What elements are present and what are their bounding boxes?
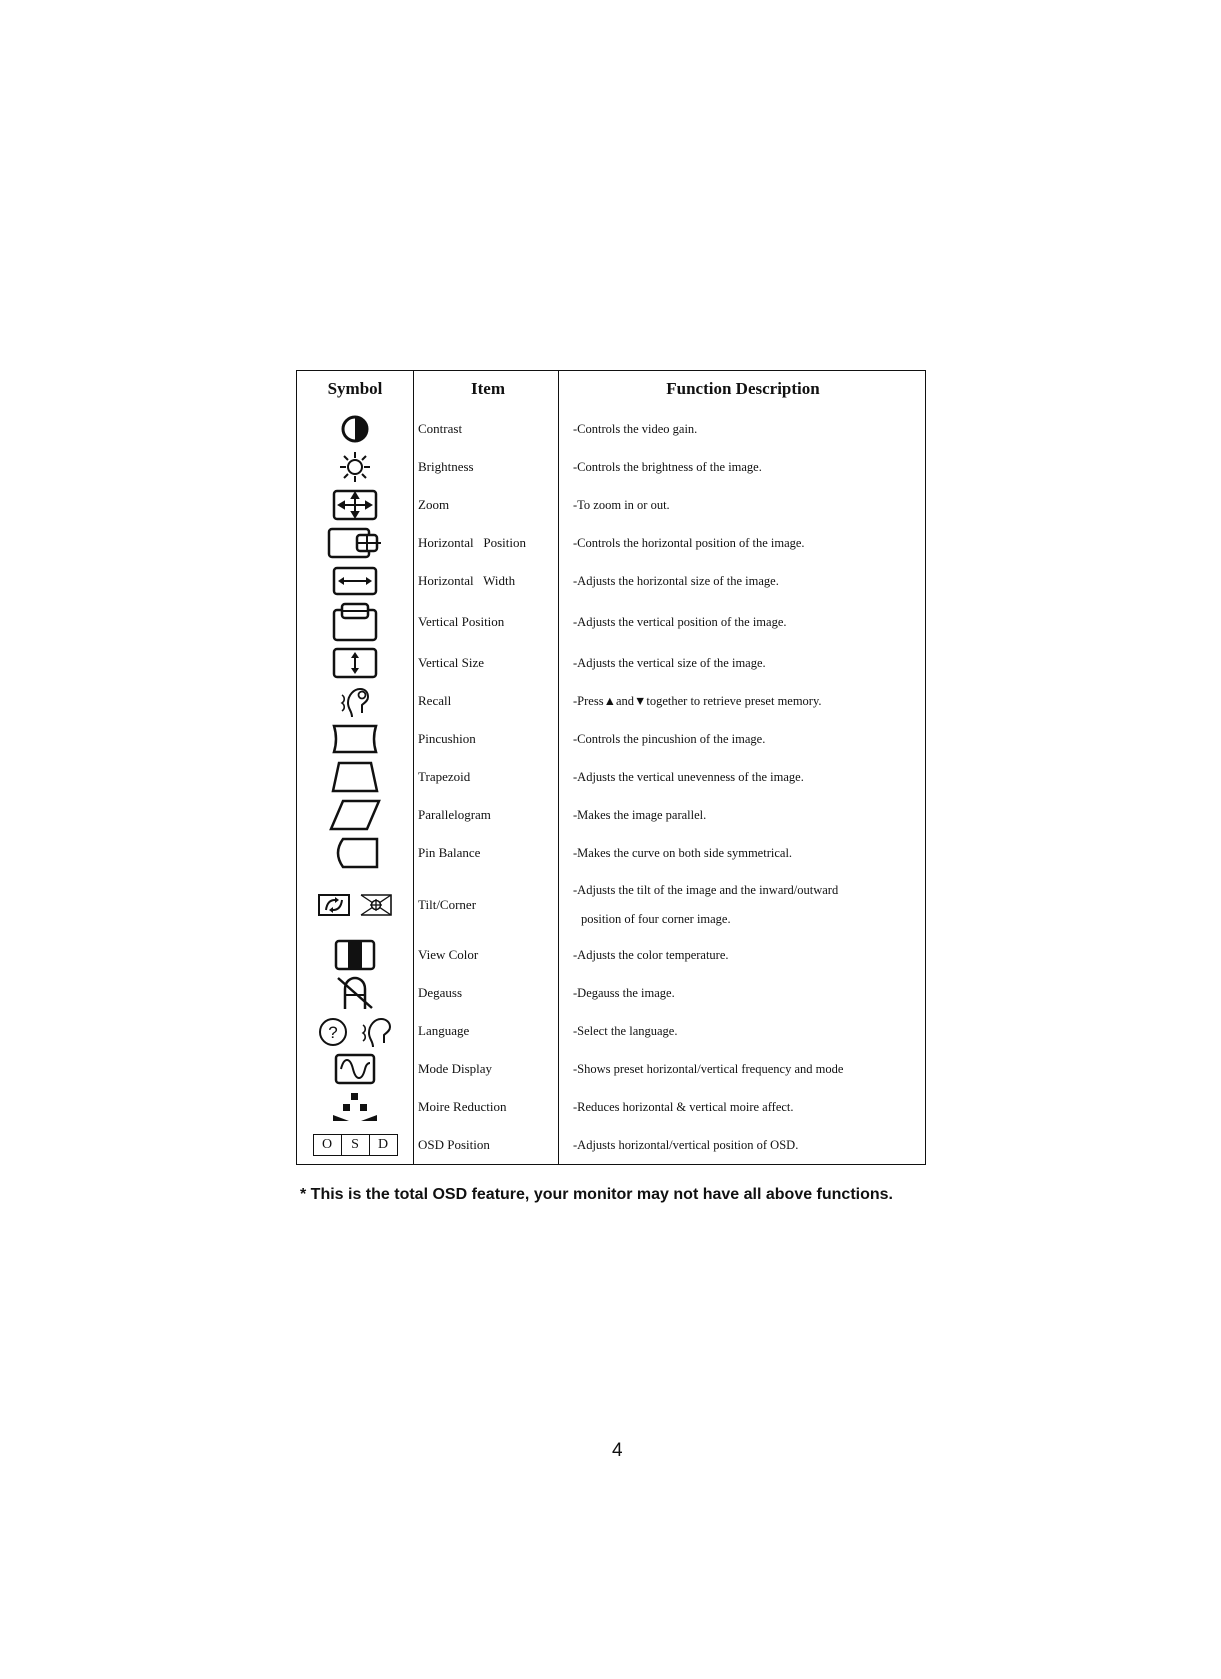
function-description: -Adjusts the vertical position of the image. (573, 614, 787, 629)
item-label: Brightness (418, 459, 474, 474)
down-arrow-icon: ▼ (634, 693, 647, 708)
zoom-icon (297, 486, 413, 524)
pincushion-icon (297, 720, 413, 758)
degauss-icon (297, 974, 413, 1012)
desc-text: -Press (573, 693, 604, 708)
brightness-icon (297, 448, 413, 486)
item-label: Recall (418, 693, 452, 708)
table-row (297, 834, 925, 872)
trapezoid-icon (297, 758, 413, 796)
function-description: -Adjusts the horizontal size of the image. (573, 573, 779, 588)
language-icon (297, 1012, 413, 1050)
function-description: -Adjusts the vertical unevenness of the image. (573, 769, 804, 784)
function-description: -Controls the brightness of the image. (573, 459, 762, 474)
page-number: 4 (612, 1440, 623, 1461)
header-symbol: Symbol (327, 379, 383, 398)
function-description: -Controls the pincushion of the image. (573, 731, 766, 746)
table-row (297, 720, 925, 758)
parallelogram-icon (297, 796, 413, 834)
item-label: OSD Position (418, 1137, 490, 1152)
item-label: Vertical Size (418, 655, 485, 670)
function-description: -Controls the video gain. (573, 421, 698, 436)
function-description: -Adjusts horizontal/vertical position of OSD. (573, 1137, 799, 1152)
table-row (297, 1126, 925, 1164)
up-arrow-icon: ▲ (603, 693, 616, 708)
pin-balance-icon (297, 834, 413, 872)
table-row (297, 600, 925, 644)
table-row (297, 1088, 925, 1126)
function-description: -Shows preset horizontal/vertical frequency and mode (573, 1061, 844, 1076)
moire-reduction-icon (297, 1088, 413, 1126)
item-label: Vertical Position (418, 614, 505, 629)
osd-position-icon (297, 1126, 413, 1164)
item-label: Moire Reduction (418, 1099, 507, 1114)
osd-letter: D (377, 1137, 389, 1152)
table-row (297, 524, 925, 562)
table-row (297, 758, 925, 796)
osd-letters-box (313, 1134, 398, 1156)
item-label: Mode Display (418, 1061, 493, 1076)
item-label: Pin Balance (418, 845, 481, 860)
table-row (297, 974, 925, 1012)
table-row (297, 562, 925, 600)
function-description: -Makes the image parallel. (573, 807, 707, 822)
view-color-icon (297, 936, 413, 974)
horizontal-width-icon (297, 562, 413, 600)
table-row (297, 448, 925, 486)
desc-text: and (615, 693, 634, 708)
desc-line: -Adjusts the tilt of the image and the inward/outward (573, 883, 839, 897)
item-label: View Color (418, 947, 479, 962)
function-description: -Degauss the image. (573, 985, 675, 1000)
item-label: Tilt/Corner (418, 897, 477, 912)
contrast-icon (297, 410, 413, 448)
item-label: Horizontal Position (418, 535, 526, 550)
osd-letter: S (342, 1135, 370, 1155)
item-label: Trapezoid (418, 769, 471, 784)
mode-display-icon (297, 1050, 413, 1088)
item-label: Parallelogram (418, 807, 491, 822)
header-function-description: Function Description (666, 379, 820, 398)
function-description: -Select the language. (573, 1023, 678, 1038)
table-row (297, 874, 925, 936)
item-label: Language (418, 1023, 470, 1038)
table-row (297, 644, 925, 682)
table-row (297, 1050, 925, 1088)
function-description: -Adjusts the vertical size of the image. (573, 655, 766, 670)
item-label: Contrast (418, 421, 463, 436)
table-row (297, 682, 925, 720)
table-row (297, 936, 925, 974)
item-label: Degauss (418, 985, 463, 1000)
function-description: -Reduces horizontal & vertical moire affect. (573, 1099, 794, 1114)
osd-feature-table (296, 370, 926, 1165)
table-row (297, 1012, 925, 1050)
item-label: Zoom (418, 497, 450, 512)
function-description (573, 874, 923, 936)
item-label: Pincushion (418, 731, 476, 746)
footnote: * This is the total OSD feature, your monitor may not have all above functions. (300, 1186, 893, 1203)
vertical-size-icon (297, 644, 413, 682)
table-row (297, 796, 925, 834)
svg-text:?: ? (328, 1023, 338, 1042)
function-description (573, 682, 923, 720)
tilt-corner-icon (297, 874, 413, 936)
horizontal-position-icon (297, 524, 413, 562)
recall-icon (297, 682, 413, 720)
desc-line: position of four corner image. (581, 912, 731, 926)
osd-letter: O (314, 1135, 342, 1155)
function-description: -Adjusts the color temperature. (573, 947, 729, 962)
table-row (297, 410, 925, 448)
item-label: Horizontal Width (418, 573, 516, 588)
header-item: Item (471, 379, 505, 398)
function-description: -Controls the horizontal position of the image. (573, 535, 805, 550)
vertical-position-icon (297, 600, 413, 644)
desc-text: together to retrieve preset memory. (646, 693, 822, 708)
table-row (297, 486, 925, 524)
function-description: -To zoom in or out. (573, 497, 670, 512)
function-description: -Makes the curve on both side symmetrical. (573, 845, 793, 860)
